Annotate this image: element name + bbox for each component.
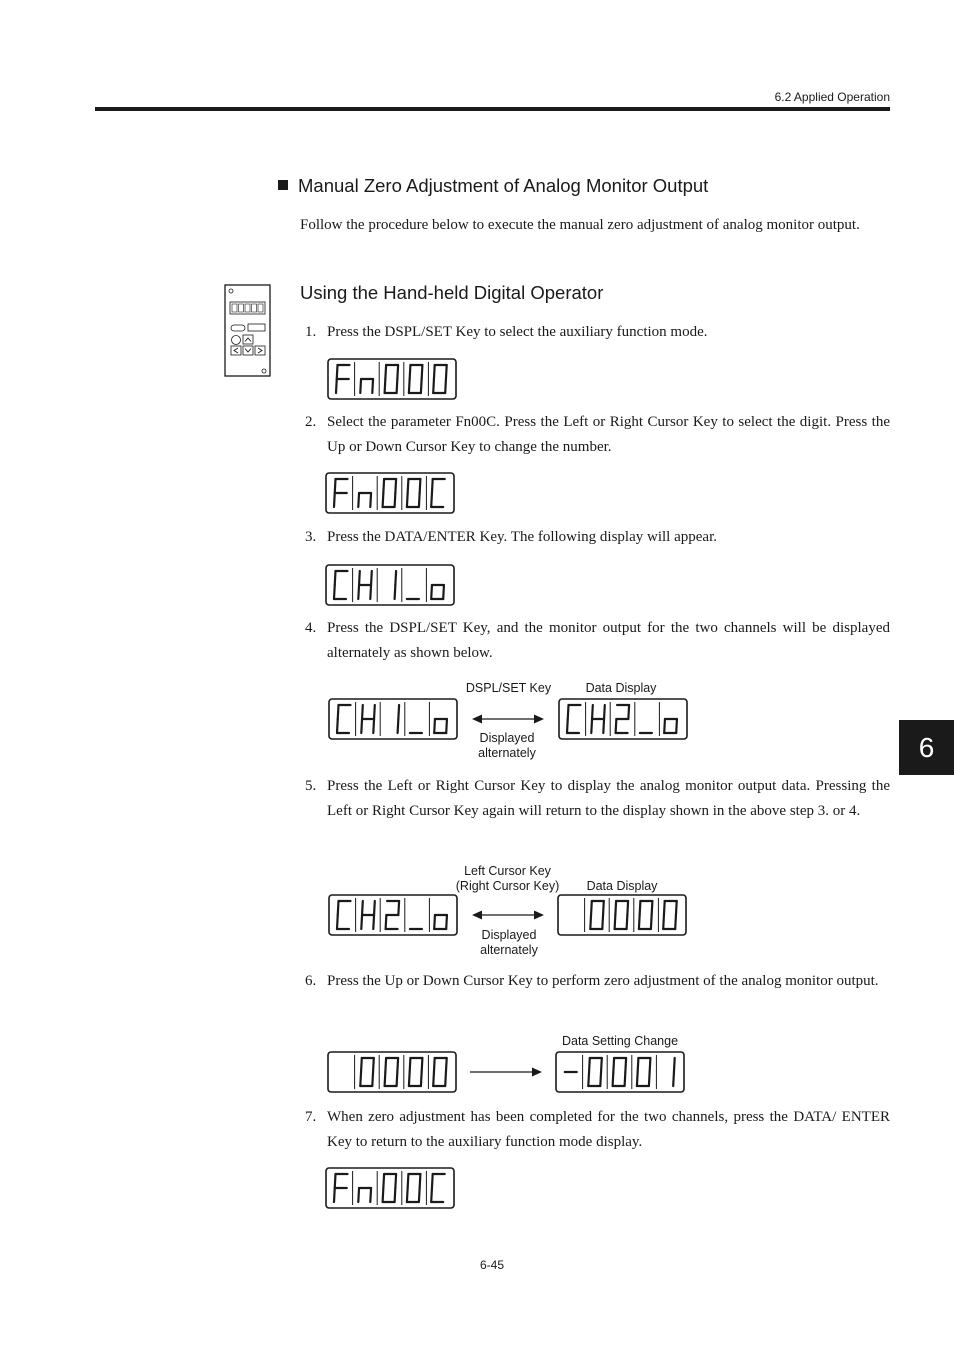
section-title: Manual Zero Adjustment of Analog Monitor Output	[278, 175, 708, 197]
step-3: 3. Press the DATA/ENTER Key. The following display will appear.	[305, 529, 717, 545]
subsection-title: Using the Hand-held Digital Operator	[300, 282, 604, 303]
right-arrow-icon	[468, 1064, 544, 1080]
lcd-display-fn00c	[325, 472, 455, 519]
lcd-display-0000	[557, 894, 687, 941]
lcd-display-ch2	[558, 698, 688, 745]
intro-paragraph: Follow the procedure below to execute the manual zero adjustment of analog monitor output.	[300, 217, 860, 233]
label-data-display: Data Display	[585, 681, 657, 695]
label-dspl-set-key: DSPL/SET Key	[465, 681, 552, 695]
step-6: 6. Press the Up or Down Cursor Key to perform zero adjustment of the analog monitor output.	[305, 973, 879, 989]
running-header: 6.2 Applied Operation	[774, 90, 890, 104]
page-number: 6-45	[480, 1258, 505, 1272]
lcd-display-ch2-alt	[328, 894, 458, 941]
header-rule	[95, 107, 890, 111]
label-displayed-alternately: Displayed alternately	[478, 731, 536, 760]
lcd-display-ch1-alt	[328, 698, 458, 745]
label-displayed-alternately-2: Displayed alternately	[480, 928, 538, 957]
step-7: 7. When zero adjustment has been completed for the two channels, press the DATA/ ENTER Key to return to the auxiliary function mode display.	[305, 1109, 890, 1150]
lcd-display-minus-0001	[555, 1051, 685, 1098]
step-1: 1. Press the DSPL/SET Key to select the auxiliary function mode.	[305, 324, 708, 340]
digital-operator-icon	[224, 284, 272, 378]
chapter-tab: 6	[899, 720, 954, 775]
step-4: 4. Press the DSPL/SET Key, and the monitor output for the two channels will be displayed alternately as shown below.	[305, 620, 890, 661]
label-data-display-2: Data Display	[586, 879, 658, 893]
label-data-setting-change: Data Setting Change	[561, 1034, 679, 1048]
double-arrow-icon	[470, 711, 546, 727]
step-5: 5. Press the Left or Right Cursor Key to display the analog monitor output data. Pressing the Left or Right Cursor Key again will return to the display shown in the above step 3. or 4.	[305, 778, 890, 819]
step-2: 2. Select the parameter Fn00C. Press the Left or Right Cursor Key to select the digit. Press the Up or Down Cursor Key to change the number.	[305, 414, 890, 455]
label-cursor-key: Left Cursor Key (Right Cursor Key)	[455, 864, 560, 893]
lcd-display-0000-start	[327, 1051, 457, 1098]
double-arrow-icon	[470, 907, 546, 923]
lcd-display-fn00c-final	[325, 1167, 455, 1214]
square-bullet-icon	[278, 180, 288, 190]
lcd-display-fn000	[327, 358, 457, 405]
lcd-display-ch1	[325, 564, 455, 611]
